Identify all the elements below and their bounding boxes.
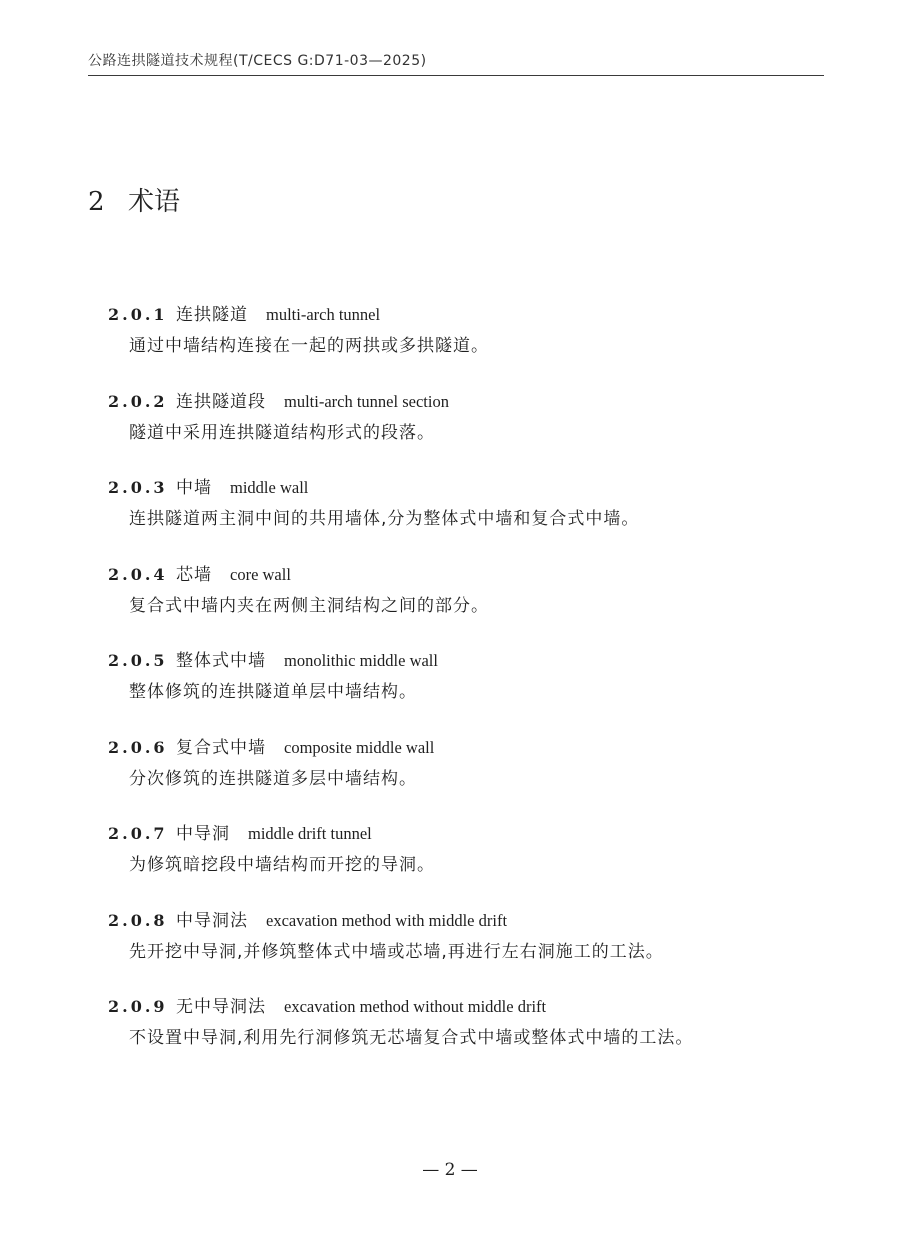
- term-chinese: 无中导洞法: [176, 997, 266, 1017]
- term-english: monolithic middle wall: [284, 651, 438, 670]
- term-heading: [108, 562, 808, 588]
- chapter-number: 2: [88, 187, 105, 217]
- term-chinese: 中导洞: [176, 824, 230, 844]
- term-chinese: 中墙: [176, 478, 212, 498]
- term-definition: 为修筑暗挖段中墙结构而开挖的导洞。: [129, 855, 435, 875]
- term-number: 2.0.9: [108, 997, 168, 1016]
- term-definition: 复合式中墙内夹在两侧主洞结构之间的部分。: [129, 596, 489, 616]
- header-rule: [88, 75, 824, 76]
- term-2-0-3: [108, 475, 808, 533]
- term-heading: [108, 475, 808, 501]
- term-chinese: 连拱隧道段: [176, 392, 266, 412]
- page-number: — 2 —: [422, 1160, 478, 1180]
- term-2-0-7: [108, 821, 808, 879]
- term-2-0-9: [108, 994, 808, 1052]
- chapter-title: [88, 184, 180, 220]
- term-definition: 通过中墙结构连接在一起的两拱或多拱隧道。: [129, 336, 489, 356]
- term-number: 2.0.8: [108, 911, 168, 930]
- term-definition: 先开挖中导洞,并修筑整体式中墙或芯墙,再进行左右洞施工的工法。: [129, 942, 664, 962]
- term-2-0-2: [108, 389, 808, 447]
- term-2-0-6: [108, 735, 808, 793]
- term-2-0-5: [108, 648, 808, 706]
- term-chinese: 整体式中墙: [176, 651, 266, 671]
- term-definition: 分次修筑的连拱隧道多层中墙结构。: [129, 769, 417, 789]
- term-chinese: 芯墙: [176, 565, 212, 585]
- term-2-0-4: [108, 562, 808, 620]
- term-number: 2.0.5: [108, 651, 168, 670]
- term-english: excavation method without middle drift: [284, 997, 547, 1016]
- term-heading: [108, 994, 808, 1020]
- term-2-0-8: [108, 908, 808, 966]
- term-definition: 整体修筑的连拱隧道单层中墙结构。: [129, 682, 417, 702]
- term-definition: 连拱隧道两主洞中间的共用墙体,分为整体式中墙和复合式中墙。: [129, 509, 640, 529]
- term-heading: [108, 389, 808, 415]
- term-number: 2.0.2: [108, 392, 168, 411]
- term-english: multi-arch tunnel section: [284, 392, 449, 411]
- term-english: multi-arch tunnel: [266, 305, 381, 324]
- term-english: composite middle wall: [284, 738, 435, 757]
- term-heading: [108, 302, 808, 328]
- term-number: 2.0.7: [108, 824, 168, 843]
- term-heading: [108, 908, 808, 934]
- term-definition: 不设置中导洞,利用先行洞修筑无芯墙复合式中墙或整体式中墙的工法。: [129, 1028, 694, 1048]
- term-chinese: 连拱隧道: [176, 305, 248, 325]
- chapter-name: 术语: [128, 187, 181, 217]
- term-definition: 隧道中采用连拱隧道结构形式的段落。: [129, 423, 435, 443]
- term-heading: [108, 648, 808, 674]
- term-english: middle wall: [230, 478, 309, 497]
- term-2-0-1: [108, 302, 808, 360]
- term-english: excavation method with middle drift: [266, 911, 508, 930]
- term-number: 2.0.3: [108, 478, 168, 497]
- term-number: 2.0.1: [108, 305, 168, 324]
- term-chinese: 复合式中墙: [176, 738, 266, 758]
- term-chinese: 中导洞法: [176, 911, 248, 931]
- running-header: 公路连拱隧道技术规程(T/CECS G:D71-03—2025): [88, 53, 427, 69]
- term-number: 2.0.4: [108, 565, 168, 584]
- term-english: middle drift tunnel: [248, 824, 372, 843]
- term-english: core wall: [230, 565, 291, 584]
- term-heading: [108, 735, 808, 761]
- term-number: 2.0.6: [108, 738, 168, 757]
- term-heading: [108, 821, 808, 847]
